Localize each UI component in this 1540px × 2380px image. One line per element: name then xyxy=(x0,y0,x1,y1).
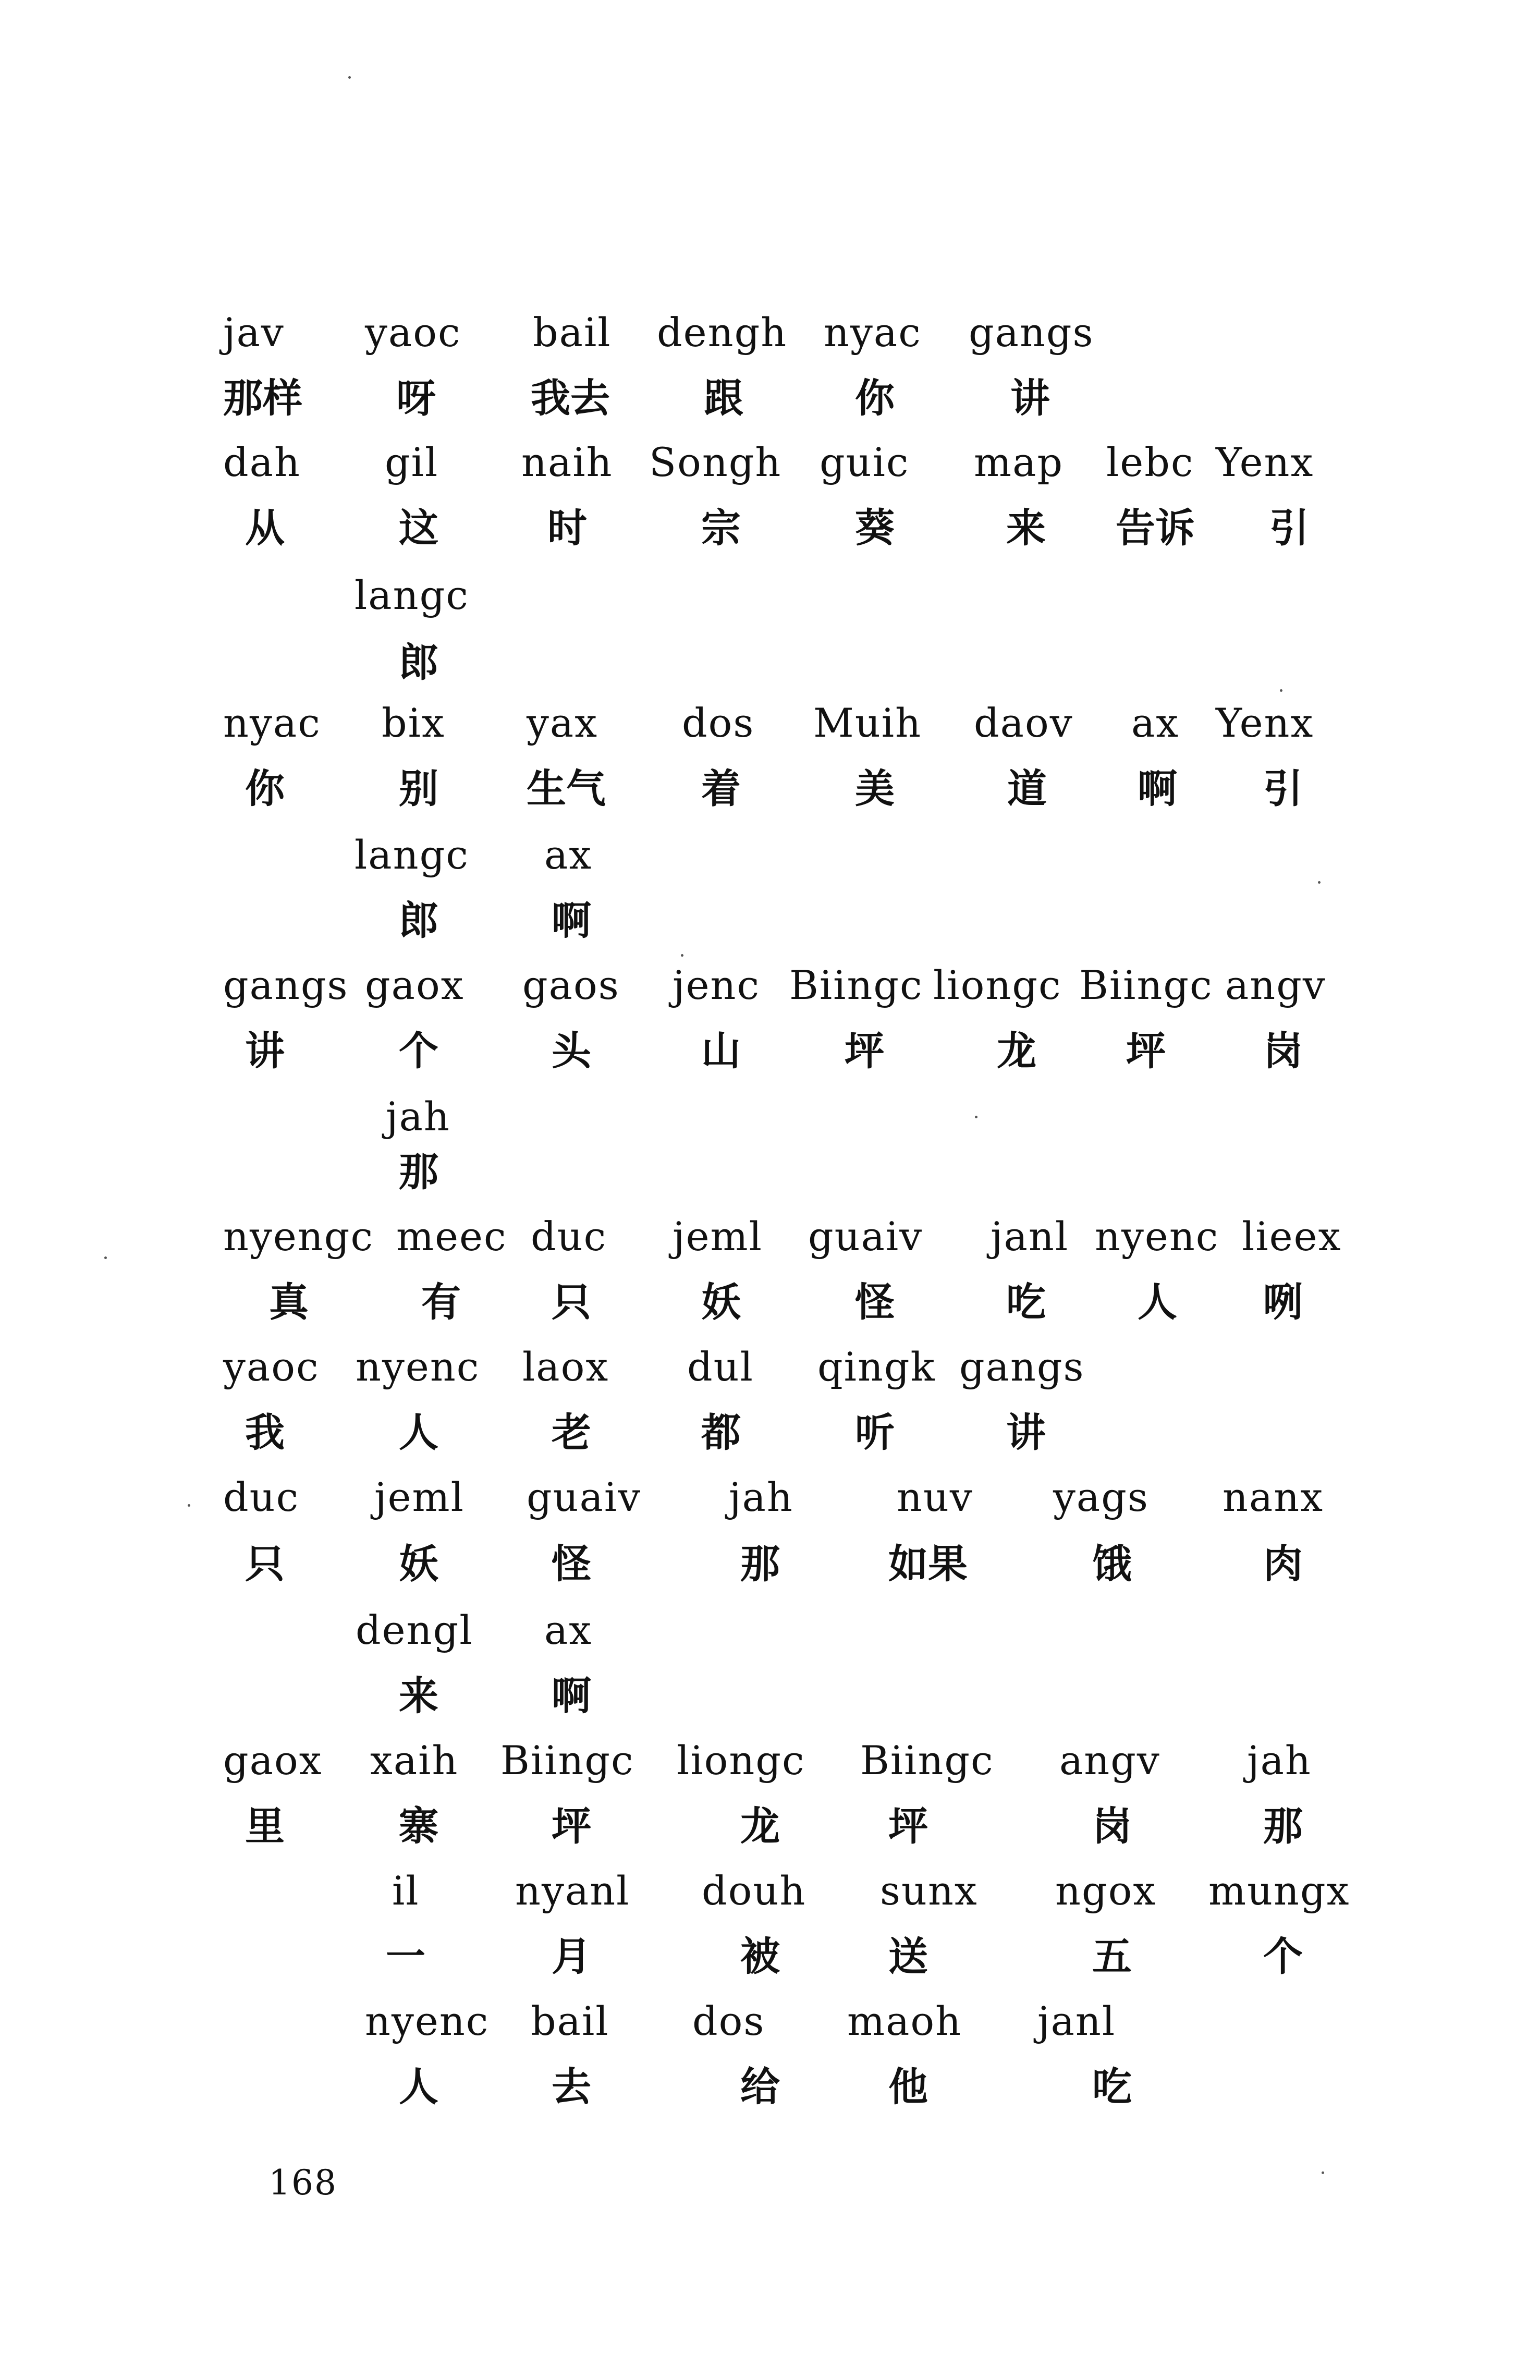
dong-word: nyac xyxy=(824,309,922,356)
chinese-gloss: 我 xyxy=(245,1409,285,1456)
dong-word: Biingc xyxy=(1079,962,1213,1008)
dong-word: liongc xyxy=(677,1737,805,1784)
dong-romanization-line xyxy=(0,1213,1540,1309)
dong-romanization-line xyxy=(0,572,1540,667)
chinese-gloss: 讲 xyxy=(245,1028,285,1074)
dong-word: bail xyxy=(533,309,612,356)
chinese-gloss: 月 xyxy=(552,1933,591,1980)
chinese-gloss: 妖 xyxy=(701,1279,741,1325)
dong-word: guaiv xyxy=(527,1474,642,1520)
dong-word: Biingc xyxy=(789,962,923,1008)
chinese-gloss: 饿 xyxy=(1092,1541,1132,1587)
dong-word: langc xyxy=(355,832,469,878)
dong-word: ax xyxy=(544,832,593,878)
chinese-gloss: 引 xyxy=(1263,765,1303,812)
dong-word: yax xyxy=(527,700,598,746)
chinese-gloss: 个 xyxy=(399,1028,438,1074)
dong-word: gaox xyxy=(365,962,465,1008)
dong-word: angv xyxy=(1059,1737,1160,1784)
dong-word: Yenx xyxy=(1216,439,1314,485)
chinese-gloss-line xyxy=(0,1541,1540,1638)
dong-word: laox xyxy=(522,1344,609,1390)
chinese-gloss: 头 xyxy=(552,1028,591,1074)
dong-word: xaih xyxy=(370,1737,459,1784)
dong-romanization-line xyxy=(0,1093,1540,1189)
chinese-gloss: 五 xyxy=(1092,1933,1132,1980)
chinese-gloss: 从 xyxy=(245,505,285,551)
dong-word: lebc xyxy=(1106,439,1194,485)
print-speck xyxy=(348,76,351,79)
chinese-gloss: 他 xyxy=(888,2064,928,2110)
chinese-gloss: 讲 xyxy=(1010,375,1050,421)
dong-word: dengh xyxy=(657,309,788,356)
dong-word: nanx xyxy=(1223,1474,1324,1520)
print-speck xyxy=(188,1504,190,1507)
dong-word: Muih xyxy=(813,700,922,746)
chinese-gloss: 这 xyxy=(399,505,438,551)
dong-word: gangs xyxy=(959,1344,1085,1390)
chinese-gloss: 你 xyxy=(855,375,895,421)
dong-romanization-line xyxy=(0,700,1540,795)
chinese-gloss: 那样 xyxy=(223,375,302,421)
dong-word: liongc xyxy=(933,962,1062,1008)
chinese-gloss: 如果 xyxy=(888,1541,968,1587)
chinese-gloss: 只 xyxy=(552,1279,591,1325)
dong-word: jah xyxy=(1247,1737,1312,1784)
chinese-gloss-line xyxy=(0,765,1540,863)
dong-word: nyac xyxy=(223,700,321,746)
dong-word: gaos xyxy=(522,962,620,1008)
chinese-gloss: 里 xyxy=(245,1803,285,1849)
chinese-gloss: 吃 xyxy=(1092,2064,1132,2110)
print-speck xyxy=(104,1256,107,1259)
dong-word: meec xyxy=(396,1213,507,1260)
chinese-gloss: 你 xyxy=(245,765,285,812)
chinese-gloss: 引 xyxy=(1269,505,1309,551)
chinese-gloss: 告诉 xyxy=(1116,505,1195,551)
page-number: 168 xyxy=(268,2163,337,2203)
dong-romanization-line xyxy=(0,962,1540,1057)
dong-word: nyengc xyxy=(223,1213,374,1260)
dong-word: gil xyxy=(385,439,439,485)
chinese-gloss: 只 xyxy=(245,1541,285,1587)
dong-word: dos xyxy=(692,1998,765,2044)
dong-word: dengl xyxy=(356,1607,473,1653)
chinese-gloss: 寨 xyxy=(399,1803,438,1849)
chinese-gloss: 郎 xyxy=(399,639,438,686)
dong-word: bail xyxy=(531,1998,609,2044)
chinese-gloss: 龙 xyxy=(740,1803,780,1849)
dong-word: qingk xyxy=(817,1344,936,1390)
chinese-gloss: 啊 xyxy=(552,897,591,944)
dong-word: guaiv xyxy=(808,1213,923,1260)
dong-word: mungx xyxy=(1208,1868,1350,1914)
chinese-gloss: 那 xyxy=(399,1149,438,1195)
dong-word: jeml xyxy=(673,1213,763,1260)
dong-word: maoh xyxy=(847,1998,962,2044)
dong-word: yags xyxy=(1053,1474,1149,1520)
chinese-gloss: 都 xyxy=(701,1409,741,1456)
chinese-gloss: 坪 xyxy=(1126,1028,1166,1074)
chinese-gloss: 着 xyxy=(701,765,741,812)
chinese-gloss: 怪 xyxy=(552,1541,591,1587)
chinese-gloss-line xyxy=(0,505,1540,602)
chinese-gloss: 老 xyxy=(552,1409,591,1456)
chinese-gloss: 我去 xyxy=(531,375,610,421)
chinese-gloss: 岗 xyxy=(1092,1803,1132,1849)
dong-word: naih xyxy=(521,439,613,485)
chinese-gloss: 龙 xyxy=(997,1028,1036,1074)
chinese-gloss: 给 xyxy=(740,2064,780,2110)
dong-word: Biingc xyxy=(500,1737,634,1784)
dong-word: guic xyxy=(820,439,910,485)
chinese-gloss: 坪 xyxy=(845,1028,884,1074)
chinese-gloss: 美 xyxy=(855,765,895,812)
chinese-gloss: 真 xyxy=(269,1279,309,1325)
dong-word: dul xyxy=(687,1344,754,1390)
chinese-gloss: 郎 xyxy=(399,897,438,944)
print-speck xyxy=(681,954,683,957)
chinese-gloss: 人 xyxy=(399,1409,438,1456)
chinese-gloss: 肉 xyxy=(1263,1541,1303,1587)
dong-word: jah xyxy=(386,1093,450,1140)
dong-word: ax xyxy=(544,1607,593,1653)
dong-word: jeml xyxy=(374,1474,465,1520)
chinese-gloss: 时 xyxy=(547,505,587,551)
chinese-gloss: 人 xyxy=(1138,1279,1177,1325)
chinese-gloss: 有 xyxy=(421,1279,461,1325)
chinese-gloss: 啊 xyxy=(1138,765,1177,812)
chinese-gloss: 别 xyxy=(399,765,438,812)
dong-word: yaoc xyxy=(223,1344,320,1390)
dong-word: gangs xyxy=(969,309,1094,356)
dong-word: gangs xyxy=(223,962,349,1008)
dong-word: jav xyxy=(223,309,285,356)
dong-word: nuv xyxy=(897,1474,973,1520)
dong-word: il xyxy=(392,1868,420,1914)
chinese-gloss: 吃 xyxy=(1006,1279,1046,1325)
chinese-gloss-line xyxy=(0,1028,1540,1125)
dong-romanization-line xyxy=(0,1344,1540,1439)
dong-word: bix xyxy=(382,700,445,746)
print-speck xyxy=(1280,689,1282,692)
dong-word: nyenc xyxy=(356,1344,480,1390)
print-speck xyxy=(975,1116,977,1118)
chinese-gloss: 一 xyxy=(386,1933,425,1980)
chinese-gloss: 生气 xyxy=(527,765,606,812)
chinese-gloss: 怪 xyxy=(855,1279,895,1325)
dong-word: sunx xyxy=(880,1868,978,1914)
dong-word: duc xyxy=(531,1213,607,1260)
chinese-gloss-line xyxy=(0,2064,1540,2161)
chinese-gloss: 个 xyxy=(1263,1933,1303,1980)
chinese-gloss: 葵 xyxy=(855,505,895,551)
dong-word: lieex xyxy=(1242,1213,1342,1260)
chinese-gloss: 宗 xyxy=(701,505,741,551)
chinese-gloss: 呀 xyxy=(396,375,436,421)
dong-word: nyenc xyxy=(1095,1213,1219,1260)
dong-word: Songh xyxy=(649,439,782,485)
chinese-gloss: 那 xyxy=(740,1541,780,1587)
chinese-gloss: 山 xyxy=(701,1028,741,1074)
dong-word: janl xyxy=(991,1213,1069,1260)
chinese-gloss: 啊 xyxy=(552,1673,591,1719)
print-speck xyxy=(1318,881,1321,884)
chinese-gloss: 去 xyxy=(552,2064,591,2110)
dong-word: daov xyxy=(974,700,1073,746)
chinese-gloss: 来 xyxy=(399,1673,438,1719)
dong-word: Biingc xyxy=(860,1737,994,1784)
dong-word: yaoc xyxy=(365,309,461,356)
dong-word: map xyxy=(974,439,1064,485)
chinese-gloss: 那 xyxy=(1263,1803,1303,1849)
dong-word: dos xyxy=(682,700,755,746)
chinese-gloss: 岗 xyxy=(1263,1028,1303,1074)
dong-romanization-line xyxy=(0,832,1540,927)
dong-word: nyenc xyxy=(365,1998,490,2044)
chinese-gloss: 来 xyxy=(1006,505,1046,551)
chinese-gloss: 听 xyxy=(855,1409,895,1456)
chinese-gloss: 坪 xyxy=(888,1803,928,1849)
dong-word: janl xyxy=(1037,1998,1116,2044)
dong-word: duc xyxy=(223,1474,300,1520)
chinese-gloss: 坪 xyxy=(552,1803,591,1849)
dong-word: langc xyxy=(355,572,469,618)
dong-word: angv xyxy=(1225,962,1326,1008)
print-speck xyxy=(1322,2171,1324,2174)
chinese-gloss-line xyxy=(0,1933,1540,2031)
chinese-gloss: 咧 xyxy=(1263,1279,1303,1325)
chinese-gloss: 道 xyxy=(1007,765,1047,812)
dong-word: dah xyxy=(223,439,301,485)
dong-word: jenc xyxy=(673,962,761,1008)
dong-word: douh xyxy=(702,1868,806,1914)
dong-word: ngox xyxy=(1055,1868,1157,1914)
chinese-gloss: 跟 xyxy=(704,375,743,421)
dong-word: ax xyxy=(1131,700,1180,746)
chinese-gloss: 妖 xyxy=(399,1541,438,1587)
dong-word: nyanl xyxy=(515,1868,630,1914)
chinese-gloss: 送 xyxy=(888,1933,928,1980)
dong-romanization-line xyxy=(0,1607,1540,1702)
chinese-gloss: 人 xyxy=(399,2064,438,2110)
chinese-gloss: 讲 xyxy=(1006,1409,1046,1456)
dong-word: jah xyxy=(729,1474,793,1520)
dong-word: gaox xyxy=(223,1737,323,1784)
dong-word: Yenx xyxy=(1216,700,1314,746)
chinese-gloss: 被 xyxy=(740,1933,780,1980)
